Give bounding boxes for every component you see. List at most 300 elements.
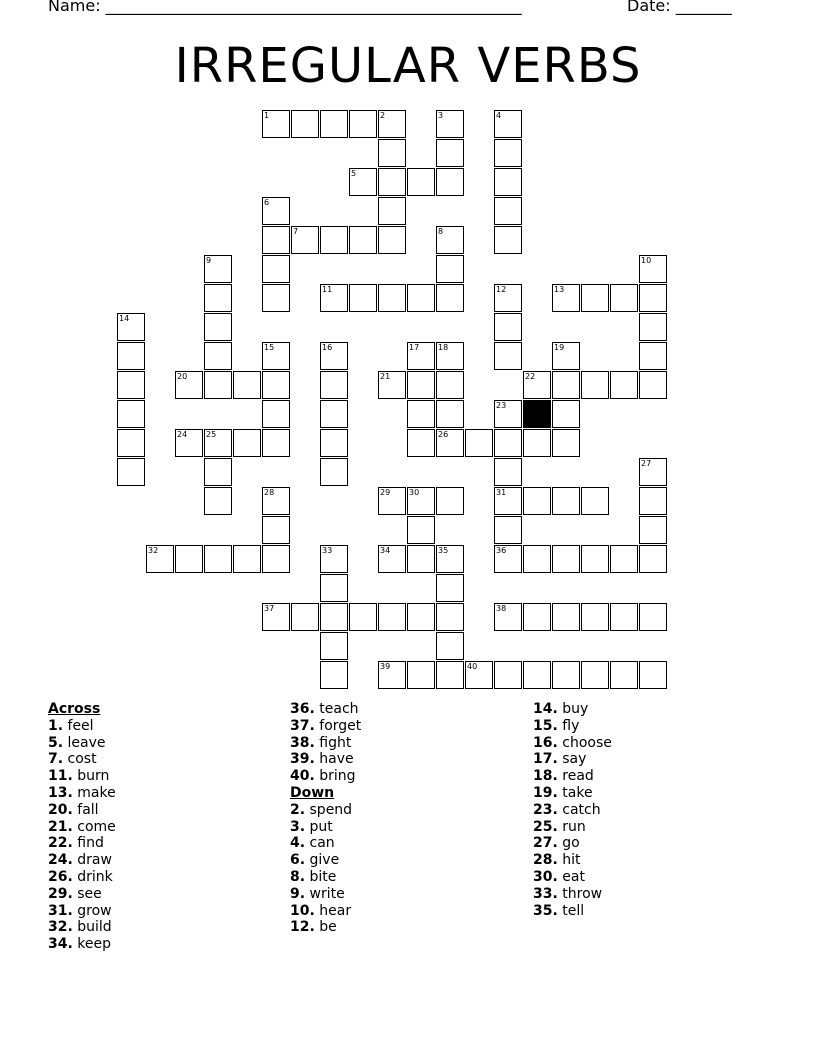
grid-cell[interactable] (407, 487, 435, 515)
clue-item (290, 768, 361, 785)
clue-item-text: draw (77, 852, 112, 869)
grid-cell[interactable] (262, 603, 290, 631)
grid-cell[interactable] (436, 226, 464, 254)
clue-item-number: 24. (48, 852, 73, 869)
grid-cell[interactable] (262, 545, 290, 573)
grid-cell[interactable] (262, 429, 290, 457)
clue-number: 31 (496, 488, 507, 497)
clue-item-number: 3. (290, 818, 306, 835)
grid-cell[interactable] (436, 284, 464, 312)
grid-cell[interactable] (262, 400, 290, 428)
clue-item-number: 36. (290, 701, 315, 717)
clue-item-text: leave (67, 734, 106, 751)
clue-item (48, 919, 116, 936)
grid-cell[interactable] (204, 313, 232, 341)
grid-cell[interactable] (494, 197, 522, 225)
clue-number: 9 (206, 256, 212, 265)
grid-cell[interactable] (378, 371, 406, 399)
clue-item-text: have (319, 751, 354, 768)
clue-item (48, 819, 116, 836)
grid-cell[interactable] (436, 661, 464, 689)
clue-item-number: 32. (48, 919, 73, 936)
grid-cell[interactable] (581, 661, 609, 689)
clue-item-number: 29. (48, 885, 73, 902)
clue-item-text: bite (309, 868, 337, 885)
grid-cell[interactable] (378, 545, 406, 573)
grid-cell[interactable] (436, 168, 464, 196)
clue-item-text: run (562, 818, 586, 835)
clue-item-number: 27. (533, 835, 558, 852)
grid-cell[interactable] (378, 661, 406, 689)
clue-number: 21 (380, 372, 391, 381)
grid-cell[interactable] (523, 545, 551, 573)
clue-number: 36 (496, 546, 507, 555)
clue-item-number: 20. (48, 801, 73, 818)
clue-item-number: 30. (533, 868, 558, 885)
grid-cell[interactable] (494, 226, 522, 254)
grid-cell[interactable] (204, 342, 232, 370)
grid-cell[interactable] (320, 110, 348, 138)
clue-number: 28 (264, 488, 275, 497)
grid-cell[interactable] (204, 429, 232, 457)
clue-number: 24 (177, 430, 188, 439)
clue-item-text: choose (562, 734, 612, 751)
grid-cell[interactable] (552, 487, 580, 515)
grid-cell[interactable] (204, 487, 232, 515)
grid-cell[interactable] (378, 284, 406, 312)
grid-cell[interactable] (552, 400, 580, 428)
grid-cell[interactable] (494, 110, 522, 138)
grid-cell[interactable] (262, 255, 290, 283)
clue-item-number: 14. (533, 701, 558, 717)
clue-item-number: 31. (48, 902, 73, 919)
grid-cell[interactable] (639, 255, 667, 283)
clue-item (290, 835, 361, 852)
grid-cell[interactable] (262, 516, 290, 544)
grid-cell[interactable] (639, 458, 667, 486)
grid-cell[interactable] (436, 429, 464, 457)
clue-number: 30 (409, 488, 420, 497)
grid-cell[interactable] (407, 342, 435, 370)
grid-cell[interactable] (407, 603, 435, 631)
clue-number: 3 (438, 111, 444, 120)
clue-number: 40 (467, 662, 478, 671)
clue-item (533, 751, 612, 768)
grid-cell[interactable] (378, 110, 406, 138)
grid-cell[interactable] (117, 313, 145, 341)
clue-item-number: 16. (533, 734, 558, 751)
grid-cell[interactable] (581, 371, 609, 399)
clue-item-text: burn (77, 768, 110, 785)
clue-item (48, 886, 116, 903)
grid-cell[interactable] (320, 226, 348, 254)
date-field-label: Date: _______ (627, 0, 732, 15)
grid-cell[interactable] (204, 284, 232, 312)
clue-number: 6 (264, 198, 270, 207)
clue-item (290, 735, 361, 752)
clue-item (290, 919, 361, 936)
clue-item-text: fight (319, 734, 352, 751)
clue-item (48, 852, 116, 869)
clue-number: 8 (438, 227, 444, 236)
clue-item (533, 869, 612, 886)
clue-item-text: build (77, 919, 112, 936)
clue-number: 26 (438, 430, 449, 439)
grid-cell[interactable] (436, 342, 464, 370)
grid-cell[interactable] (436, 139, 464, 167)
grid-cell[interactable] (639, 545, 667, 573)
clue-item-text: hit (562, 852, 581, 869)
grid-cell[interactable] (291, 603, 319, 631)
grid-cell[interactable] (494, 168, 522, 196)
grid-cell[interactable] (639, 313, 667, 341)
grid-cell[interactable] (407, 400, 435, 428)
grid-cell[interactable] (581, 284, 609, 312)
grid-cell[interactable] (436, 545, 464, 573)
grid-cell[interactable] (407, 168, 435, 196)
grid-cell[interactable] (523, 487, 551, 515)
clue-item-number: 18. (533, 768, 558, 785)
grid-cell[interactable] (320, 284, 348, 312)
clue-item-number: 2. (290, 801, 306, 818)
grid-cell[interactable] (117, 400, 145, 428)
grid-cell[interactable] (581, 487, 609, 515)
grid-cell[interactable] (320, 342, 348, 370)
grid-cell[interactable] (494, 458, 522, 486)
clue-item (48, 869, 116, 886)
grid-cell[interactable] (378, 603, 406, 631)
clue-item (290, 701, 361, 718)
grid-cell[interactable] (117, 371, 145, 399)
grid-cell[interactable] (349, 110, 377, 138)
grid-cell[interactable] (320, 371, 348, 399)
clue-item (48, 751, 116, 768)
grid-cell[interactable] (233, 371, 261, 399)
grid-cell[interactable] (262, 226, 290, 254)
grid-cell[interactable] (494, 661, 522, 689)
grid-cell[interactable] (349, 284, 377, 312)
grid-cell[interactable] (639, 661, 667, 689)
clue-item-text: grow (77, 902, 112, 919)
clue-item-number: 23. (533, 801, 558, 818)
clue-item-number: 13. (48, 784, 73, 801)
clue-number: 11 (322, 285, 333, 294)
clue-item-text: throw (562, 885, 603, 902)
grid-cell[interactable] (117, 458, 145, 486)
grid-cell[interactable] (262, 110, 290, 138)
clue-item (290, 819, 361, 836)
grid-cell[interactable] (436, 603, 464, 631)
clue-item-number: 5. (48, 734, 64, 751)
clue-item-text: fall (77, 801, 99, 818)
clue-item-text: be (319, 919, 337, 936)
grid-cell[interactable] (378, 226, 406, 254)
grid-cell[interactable] (378, 168, 406, 196)
clue-item-text: see (77, 885, 102, 902)
clue-column-2 (290, 701, 361, 936)
grid-cell[interactable] (175, 545, 203, 573)
clue-item-text: hear (319, 902, 352, 919)
grid-cell[interactable] (320, 458, 348, 486)
grid-cell[interactable] (117, 342, 145, 370)
clue-item-number: 21. (48, 818, 73, 835)
clue-item (48, 785, 116, 802)
grid-cell[interactable] (436, 371, 464, 399)
grid-cell[interactable] (436, 110, 464, 138)
clue-item-text: drink (77, 868, 113, 885)
clue-item-text: feel (67, 717, 94, 734)
clue-item-text: teach (319, 701, 359, 717)
clue-item (290, 903, 361, 920)
clue-item-number: 7. (48, 751, 64, 768)
clue-number: 25 (206, 430, 217, 439)
clue-item-number: 25. (533, 818, 558, 835)
clue-item-number: 28. (533, 852, 558, 869)
grid-cell[interactable] (639, 603, 667, 631)
grid-cell[interactable] (117, 429, 145, 457)
clue-item-text: keep (77, 936, 111, 953)
grid-cell[interactable] (610, 371, 638, 399)
clue-number: 20 (177, 372, 188, 381)
clue-item (533, 785, 612, 802)
grid-cell[interactable] (494, 603, 522, 631)
clue-item-text: spend (309, 801, 353, 818)
grid-cell[interactable] (494, 545, 522, 573)
grid-cell[interactable] (233, 429, 261, 457)
clue-item-text: come (77, 818, 116, 835)
clue-number: 5 (351, 169, 357, 178)
clue-item-text: go (562, 835, 580, 852)
clue-number: 7 (293, 227, 299, 236)
grid-cell[interactable] (552, 342, 580, 370)
grid-cell[interactable] (407, 429, 435, 457)
clue-item-number: 4. (290, 835, 306, 852)
grid-cell[interactable] (610, 603, 638, 631)
grid-cell[interactable] (494, 313, 522, 341)
clue-item (48, 835, 116, 852)
clue-number: 29 (380, 488, 391, 497)
clue-item (48, 768, 116, 785)
grid-cell[interactable] (523, 371, 551, 399)
clue-item (290, 802, 361, 819)
clue-item-text: fly (562, 717, 580, 734)
grid-cell[interactable] (639, 516, 667, 544)
clue-item-text: catch (562, 801, 601, 818)
grid-cell[interactable] (639, 284, 667, 312)
clue-number: 10 (641, 256, 652, 265)
clue-item-number: 11. (48, 768, 73, 785)
clue-item-text: give (309, 852, 340, 869)
clue-item-number: 35. (533, 902, 558, 919)
grid-cell[interactable] (262, 371, 290, 399)
grid-cell[interactable] (610, 661, 638, 689)
grid-cell[interactable] (175, 429, 203, 457)
grid-cell[interactable] (407, 371, 435, 399)
grid-cell[interactable] (639, 487, 667, 515)
clue-item-text: make (77, 784, 116, 801)
clue-number: 39 (380, 662, 391, 671)
clue-number: 38 (496, 604, 507, 613)
clue-item-number: 26. (48, 868, 73, 885)
grid-cell[interactable] (436, 487, 464, 515)
clue-item (533, 718, 612, 735)
grid-cell[interactable] (494, 400, 522, 428)
clue-item (290, 886, 361, 903)
clue-item-number: 15. (533, 717, 558, 734)
clue-item-text: put (309, 818, 333, 835)
clue-item-text: read (562, 768, 594, 785)
clue-number: 16 (322, 343, 333, 352)
clue-item-text: write (309, 885, 345, 902)
clue-item (533, 701, 612, 718)
grid-cell[interactable] (639, 371, 667, 399)
grid-cell[interactable] (407, 661, 435, 689)
grid-cell[interactable] (523, 429, 551, 457)
grid-cell[interactable] (494, 516, 522, 544)
clue-number: 33 (322, 546, 333, 555)
clue-item-number: 12. (290, 919, 315, 936)
clue-item-number: 1. (48, 717, 64, 734)
clue-item (533, 835, 612, 852)
clue-item (290, 869, 361, 886)
clue-item-text: eat (562, 868, 585, 885)
clue-item-text: find (77, 835, 104, 852)
grid-cell[interactable] (204, 255, 232, 283)
grid-cell[interactable] (552, 661, 580, 689)
clue-number: 23 (496, 401, 507, 410)
grid-cell[interactable] (552, 545, 580, 573)
grid-cell[interactable] (494, 342, 522, 370)
grid-cell[interactable] (494, 139, 522, 167)
grid-cell[interactable] (581, 603, 609, 631)
clue-item (533, 802, 612, 819)
grid-cell[interactable] (465, 661, 493, 689)
clue-item-number: 39. (290, 751, 315, 768)
clue-item-text: say (562, 751, 587, 768)
grid-cell[interactable] (349, 603, 377, 631)
grid-cell[interactable] (349, 226, 377, 254)
grid-cell[interactable] (436, 632, 464, 660)
black-square (523, 400, 551, 428)
clue-number: 1 (264, 111, 270, 120)
grid-cell[interactable] (320, 429, 348, 457)
grid-cell[interactable] (320, 661, 348, 689)
clue-item-text: take (562, 784, 593, 801)
grid-cell[interactable] (291, 110, 319, 138)
grid-cell[interactable] (407, 284, 435, 312)
grid-cell[interactable] (523, 603, 551, 631)
clue-item-text: can (309, 835, 335, 852)
across-heading: Across (48, 701, 101, 717)
grid-cell[interactable] (204, 545, 232, 573)
clue-number: 35 (438, 546, 449, 555)
clue-item (533, 852, 612, 869)
grid-cell[interactable] (552, 603, 580, 631)
grid-cell[interactable] (378, 197, 406, 225)
grid-cell[interactable] (407, 516, 435, 544)
grid-cell[interactable] (581, 545, 609, 573)
clue-item (48, 903, 116, 920)
down-heading: Down (290, 784, 335, 801)
clue-number: 34 (380, 546, 391, 555)
grid-cell[interactable] (610, 545, 638, 573)
grid-cell[interactable] (465, 429, 493, 457)
grid-cell[interactable] (175, 371, 203, 399)
clue-number: 18 (438, 343, 449, 352)
grid-cell[interactable] (204, 371, 232, 399)
clue-item (533, 886, 612, 903)
grid-cell[interactable] (320, 400, 348, 428)
page-title: IRREGULAR VERBS (174, 38, 642, 94)
grid-cell[interactable] (349, 168, 377, 196)
clue-item-number: 10. (290, 902, 315, 919)
clue-item (290, 718, 361, 735)
clue-column-3 (533, 701, 612, 919)
grid-cell[interactable] (233, 545, 261, 573)
clue-item-number: 33. (533, 885, 558, 902)
clue-number: 2 (380, 111, 386, 120)
clue-item-number: 17. (533, 751, 558, 768)
clue-number: 13 (554, 285, 565, 294)
grid-cell[interactable] (262, 197, 290, 225)
clue-item-text: cost (67, 751, 97, 768)
grid-cell[interactable] (494, 487, 522, 515)
grid-cell[interactable] (610, 284, 638, 312)
grid-cell[interactable] (523, 661, 551, 689)
grid-cell[interactable] (639, 342, 667, 370)
grid-cell[interactable] (291, 226, 319, 254)
grid-cell[interactable] (552, 429, 580, 457)
clue-item (290, 751, 361, 768)
clue-item-number: 8. (290, 868, 306, 885)
grid-cell[interactable] (320, 603, 348, 631)
grid-cell[interactable] (146, 545, 174, 573)
clue-item-number: 40. (290, 768, 315, 785)
clue-item-text: buy (562, 701, 589, 717)
grid-cell[interactable] (494, 284, 522, 312)
grid-cell[interactable] (262, 342, 290, 370)
grid-cell[interactable] (407, 545, 435, 573)
clue-item-number: 9. (290, 885, 306, 902)
clue-item-number: 6. (290, 852, 306, 869)
grid-cell[interactable] (552, 371, 580, 399)
grid-cell[interactable] (552, 284, 580, 312)
grid-cell[interactable] (262, 487, 290, 515)
grid-cell[interactable] (494, 429, 522, 457)
clue-item (48, 802, 116, 819)
grid-cell[interactable] (204, 458, 232, 486)
grid-cell[interactable] (320, 545, 348, 573)
clue-item-text: bring (319, 768, 356, 785)
grid-cell[interactable] (436, 574, 464, 602)
clue-item-number: 19. (533, 784, 558, 801)
grid-cell[interactable] (436, 400, 464, 428)
clue-number: 12 (496, 285, 507, 294)
grid-cell[interactable] (320, 574, 348, 602)
clue-item-number: 37. (290, 717, 315, 734)
clue-item (533, 903, 612, 920)
grid-cell[interactable] (378, 139, 406, 167)
clue-item-number: 34. (48, 936, 73, 953)
grid-cell[interactable] (436, 255, 464, 283)
grid-cell[interactable] (262, 284, 290, 312)
clue-number: 32 (148, 546, 159, 555)
name-field-label: Name: ____________________________________________________ (48, 0, 522, 15)
clue-item (533, 735, 612, 752)
grid-cell[interactable] (320, 632, 348, 660)
grid-cell[interactable] (378, 487, 406, 515)
clue-item (290, 852, 361, 869)
